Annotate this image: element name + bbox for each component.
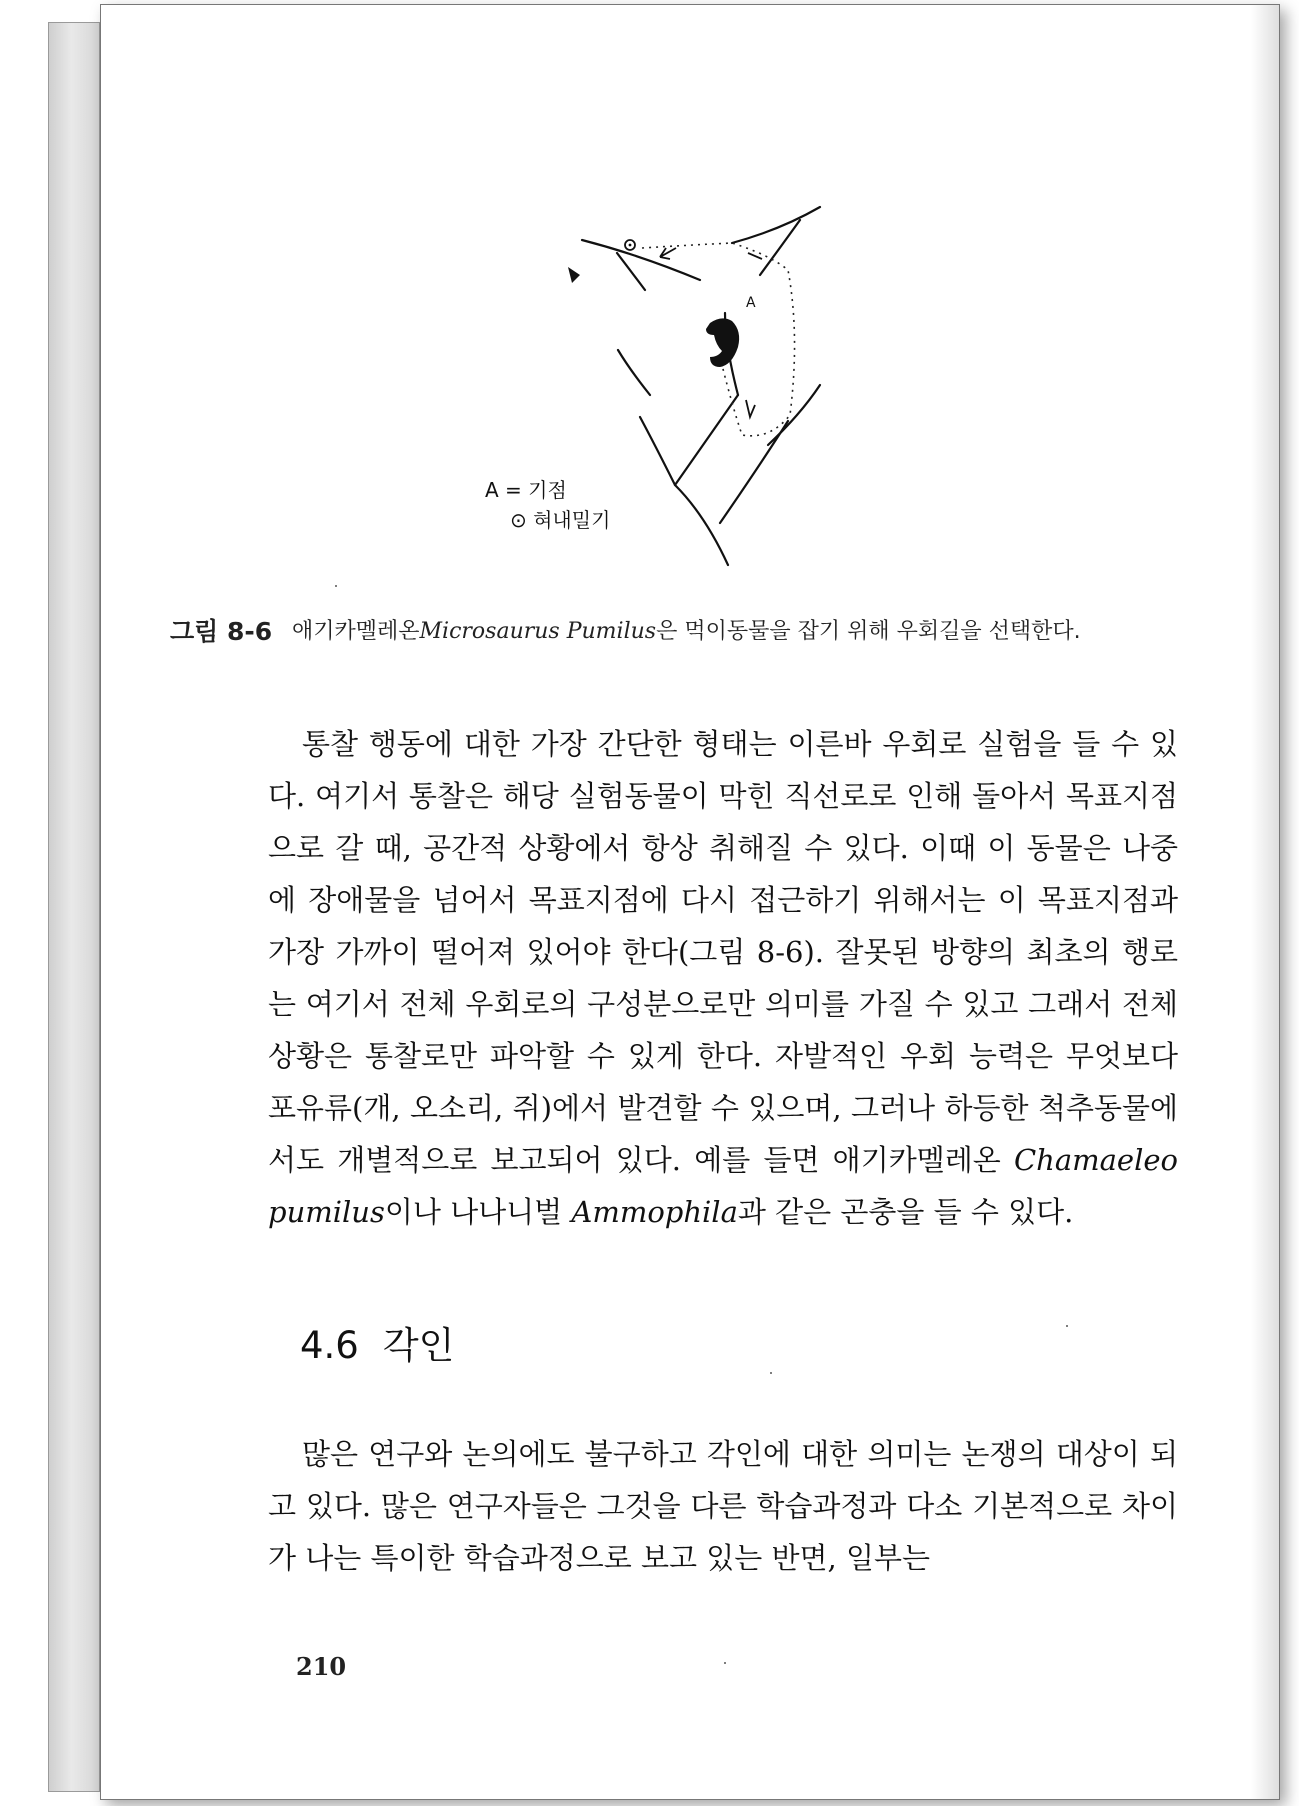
scan-speck	[335, 585, 337, 587]
section-number: 4.6	[300, 1324, 359, 1367]
lower-left-twig	[618, 350, 650, 395]
tongue-target-dot-icon	[629, 244, 632, 247]
left-upper-branch	[582, 240, 700, 280]
right-upper-branch	[732, 207, 820, 243]
chameleon-detour-diagram	[470, 195, 830, 575]
figure-caption-label: 그림 8-6	[170, 617, 273, 646]
trunk-middle-limb	[675, 395, 738, 485]
paragraph1-text-a: 통찰 행동에 대한 가장 간단한 형태는 이른바 우회로 실험을 들 수 있다. 여기서 통찰은 해당 실험동물이 막힌 직선로로 인해 돌아서 목표지점으로 갈 때, 공간적 상황에서 항상 취해질 수 있다. 이때 이 동물은 나중에 장애물을 넘어서 목표지점에 다시 접근하기 위해서는 이 목표지점과 가장 가까이 떨어져 있어야 한다(그림 8-6). 잘못된 방향의 최초의 행로는 여기서 전체 우회로의 구성분으로만 의미를 가질 수 있고 그래서 전체 상황은 통찰로만 파악할 수 있게 한다. 자발적인 우회 능력은 무엇보다 포유류(개, 오소리, 쥐)에서 발견할 수 있으며, 그러나 하등한 척추동물에서도 개별적으로 보고되어 있다. 예를 들면 애기카멜레온	[268, 727, 1178, 1177]
trunk-left-limb	[640, 417, 728, 565]
right-upper-twig	[760, 220, 800, 275]
paragraph1-species-ammophila: Ammophila	[571, 1195, 738, 1229]
section-title: 각인	[382, 1324, 455, 1367]
paragraph1-text-c: 과 같은 곤충을 들 수 있다.	[737, 1195, 1074, 1229]
legend-start-point: A = 기점	[485, 478, 567, 502]
scan-speck	[724, 1662, 726, 1664]
page-fold-shadow	[1251, 5, 1279, 1799]
chameleon-icon	[706, 318, 739, 367]
caption-species-name: Microsaurus Pumilus	[419, 619, 657, 644]
arrow-toward-prey-icon	[660, 248, 676, 259]
caption-text-after: 은 먹이동물을 잡기 위해 우회길을 선택한다.	[656, 619, 1081, 644]
paragraph2-text: 많은 연구와 논의에도 불구하고 각인에 대한 의미는 논쟁의 대상이 되고 있다. 많은 연구자들은 그것을 다른 학습과정과 다소 기본적으로 차이가 나는 특이한 학습과정으로 보고 있는 반면, 일부는	[268, 1437, 1178, 1575]
figure-chameleon-detour	[470, 195, 830, 575]
paragraph1-text-b: 이나 나나니벌	[384, 1195, 572, 1229]
figure-caption-text	[292, 612, 1172, 651]
scan-speck	[1066, 1325, 1068, 1327]
prey-insect-icon	[568, 267, 580, 283]
paragraph-detour-insight	[268, 718, 1178, 1238]
point-a-label: A	[746, 295, 756, 311]
paragraph1-species-chamaeleo: Chamaeleo pumilus	[268, 1143, 1178, 1229]
page-number: 210	[296, 1652, 347, 1681]
scan-speck	[770, 1372, 772, 1374]
lower-right-twig	[768, 385, 820, 445]
legend-tongue-thrust: ⊙ 혀내밀기	[510, 508, 611, 532]
book-page-edges	[48, 22, 100, 1792]
arrow-descend-icon	[746, 400, 755, 417]
section-heading	[300, 1315, 454, 1369]
paragraph-imprinting	[268, 1428, 1178, 1584]
caption-text-before: 애기카멜레온	[292, 619, 420, 644]
